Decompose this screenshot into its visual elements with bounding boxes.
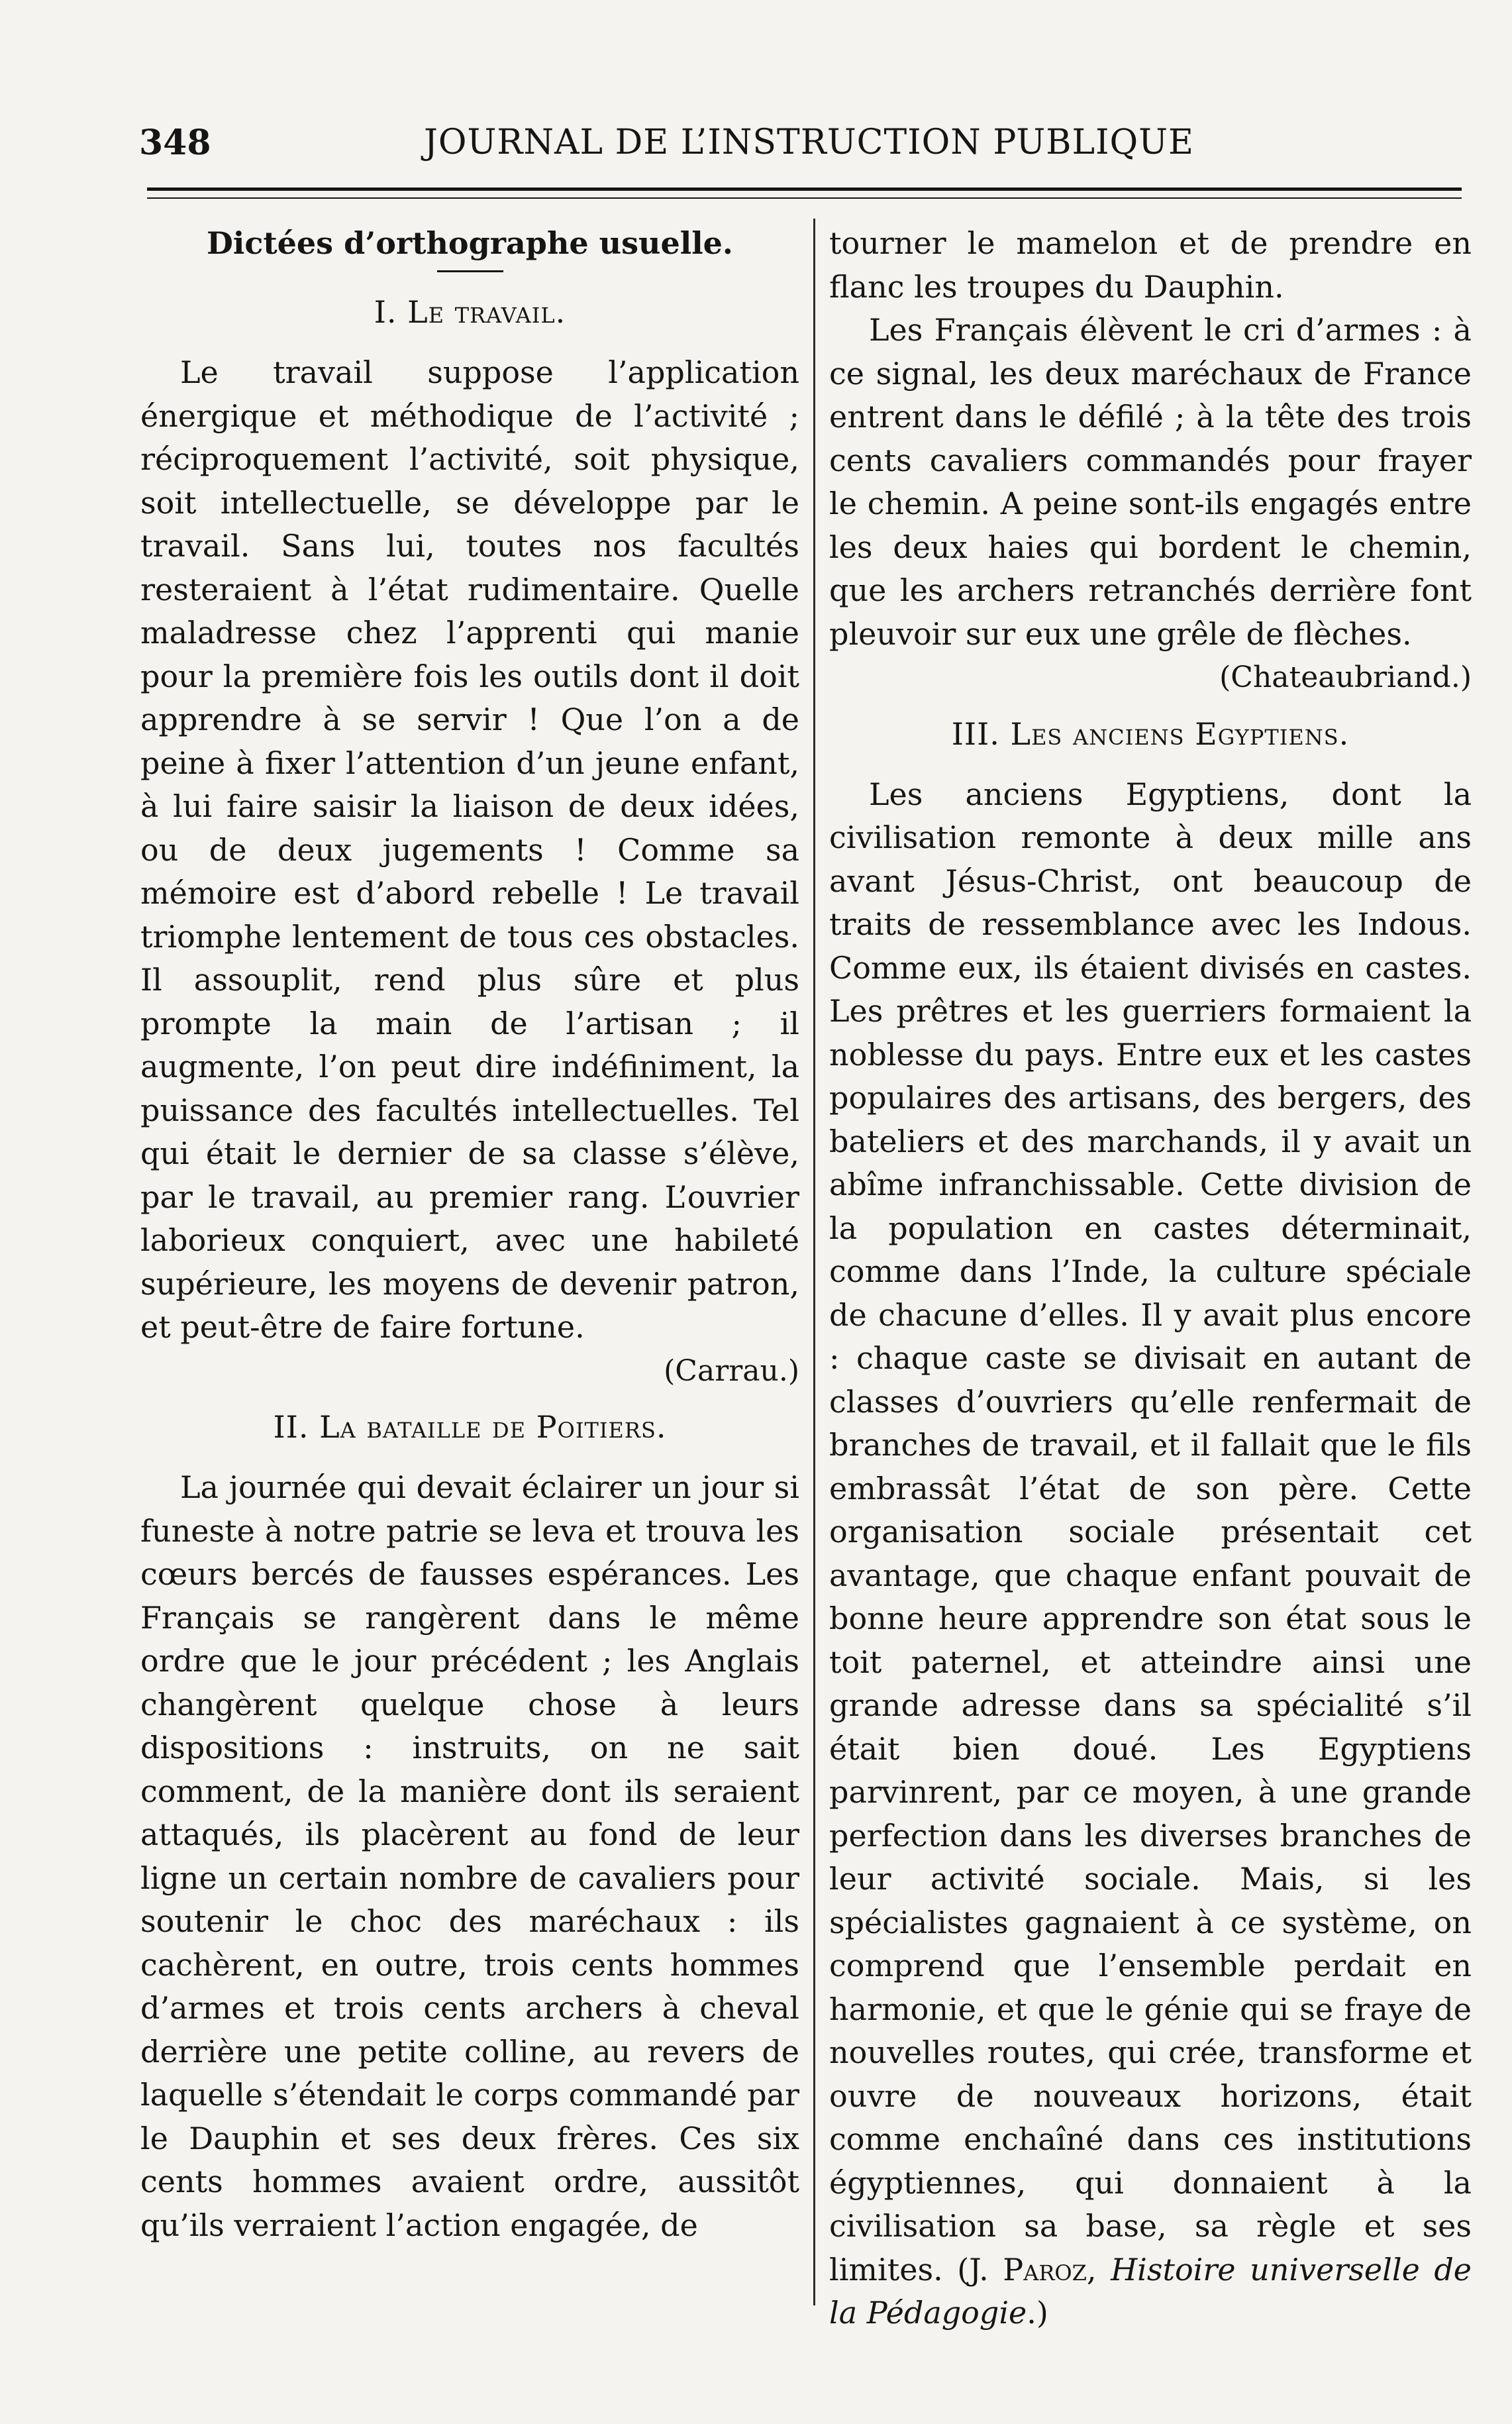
section-title-poitiers: II. La bataille de Poitiers. <box>273 1409 667 1445</box>
page-number: 348 <box>139 123 211 163</box>
section-title-travail: I. Le travail. <box>374 294 566 330</box>
header-rule-thick <box>147 187 1462 191</box>
heading-dash <box>437 270 503 272</box>
main-heading: Dictées d’orthographe usuelle. <box>207 225 733 261</box>
source-paroz-end: .) <box>1027 2295 1048 2331</box>
paragraph-poitiers-1: La journée qui devait éclairer un jour si funeste à notre patrie se leva et trouva les cœurs bercés de fausses espérances. Les Français se rangèrent dans le même ordre que le jour précédent ; les Anglais changèrent quelque chose à leurs dispositions : instruits, on ne sait comment, de la manière dont ils seraient attaqués, ils placèrent au fond de leur ligne un certain nombre de cavaliers pour soutenir le choc des maréchaux : ils cachèrent, en outre, trois cents hommes d’armes et trois cents archers à cheval derrière une petite colline, au revers de laquelle s’étendait le corps commandé par le Dauphin et ses deux frères. Ces six cents hommes avaient ordre, aussitôt qu’ils verraient l’action engagée, de <box>140 1469 799 2243</box>
column-divider <box>813 219 815 2305</box>
source-paroz-author: (J. Paroz, <box>957 2251 1097 2288</box>
source-chateaubriand: (Chateaubriand.) <box>1219 660 1472 694</box>
section-title-egyptiens: III. Les anciens Egyptiens. <box>951 715 1350 752</box>
paragraph-poitiers-1-continued: tourner le mamelon et de prendre en flanc les troupes du Dauphin. <box>829 225 1472 305</box>
source-paroz-work: Histoire universelle de la Pédagogie <box>829 2251 1472 2331</box>
paragraph-travail: Le travail suppose l’application énergique et méthodique de l’activité ; réciproquement l’activité, soit physique, soit intellectuelle, se développe par le travail. Sans lui, toutes nos facultés resteraient à l’état rudimentaire. Quelle maladresse chez l’apprenti qui manie pour la première fois les outils dont il doit apprendre à se servir ! Que l’on a de peine à fixer l’attention d’un jeune enfant, à lui faire saisir la liaison de deux idées, ou de deux jugements ! Comme sa mémoire est d’abord rebelle ! Le travail triomphe lentement de tous ces obstacles. Il assouplit, rend plus sûre et plus prompte la main de l’artisan ; il augmente, l’on peut dire indéfiniment, la puissance des facultés intellectuelles. Tel qui était le dernier de sa classe s’élève, par le travail, au premier rang. L’ouvrier laborieux conquiert, avec une habileté supérieure, les moyens de devenir patron, et peut-être de faire fortune. <box>140 354 799 1345</box>
paragraph-poitiers-2: Les Français élèvent le cri d’armes : à ce signal, les deux maréchaux de France entrent dans le défilé ; à la tête des trois cents cavaliers commandés pour frayer le chemin. A peine sont-ils engagés entre les deux haies qui bordent le chemin, que les archers retranchés derrière font pleuvoir sur eux une grêle de flèches. <box>829 312 1472 652</box>
header-rule-thin <box>147 197 1462 199</box>
paragraph-egyptiens <box>829 773 1472 2335</box>
left-column <box>140 222 799 2247</box>
source-carrau: (Carrau.) <box>664 1353 799 1388</box>
journal-title: JOURNAL DE L’INSTRUCTION PUBLIQUE <box>424 123 1194 162</box>
paragraph-egyptiens-text: Les anciens Egyptiens, dont la civilisation remonte à deux mille ans avant Jésus-Christ, ont beaucoup de traits de ressemblance avec les Indous. Comme eux, ils étaient divisés en castes. Les prêtres et les guerriers formaient la noblesse du pays. Entre eux et les castes populaires des artisans, des bergers, des bateliers et des marchands, il y avait un abîme infranchissable. Cette division de la population en castes déterminait, comme dans l’Inde, la culture spéciale de chacune d’elles. Il y avait plus encore : chaque caste se divisait en autant de classes d’ouvriers qu’elle renfermait de branches de travail, et il fallait que le fils embrassât l’état de son père. Cette organisation sociale présentait cet avantage, que chaque enfant pouvait de bonne heure apprendre son état sous le toit paternel, et atteindre ainsi une grande adresse dans sa spécialité s’il était bien doué. Les Egyptiens parvinrent, par ce moyen, à une grande perfection dans les diverses branches de leur activité sociale. Mais, si les spécialistes gagnaient à ce système, on comprend que l’ensemble perdait en harmonie, et que le génie qui se fraye de nouvelles routes, qui crée, transforme et ouvre de nouveaux horizons, était comme enchaîné dans ces institutions égyptiennes, qui donnaient à la civilisation sa base, sa règle et ses limites. <box>829 776 1472 2288</box>
page-header <box>139 123 1457 176</box>
right-column <box>829 222 1472 2335</box>
